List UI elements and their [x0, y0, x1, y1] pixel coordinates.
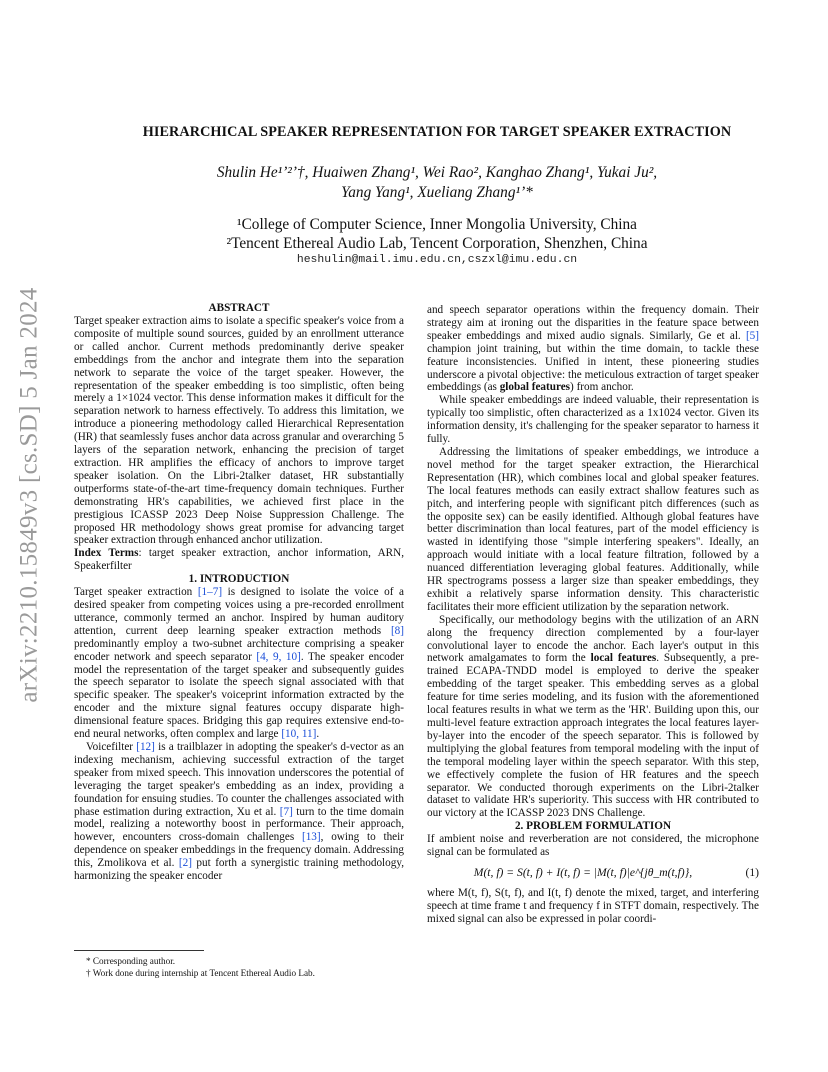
citation-link[interactable]: [10, 11] [281, 728, 317, 741]
abstract-heading: ABSTRACT [208, 302, 270, 314]
affiliation-1: ¹College of Computer Science, Inner Mongolia University, China [237, 216, 637, 233]
affiliations [60, 215, 814, 253]
problem-paragraph-1: If ambient noise and reverberation are not considered, the microphone signal can be formulated as [427, 833, 759, 859]
equation-number: (1) [745, 866, 759, 880]
right-column [427, 304, 759, 926]
footnotes [74, 955, 404, 979]
arxiv-stamp: arXiv:2210.15849v3 [cs.SD] 5 Jan 2024 [16, 287, 44, 703]
index-terms [74, 547, 404, 573]
citation-link[interactable]: [7] [279, 805, 293, 818]
equation-formula: M(t, f) = S(t, f) + I(t, f) = |M(t, f)|e^{jθ_m(t,f)}, [473, 866, 693, 880]
citation-link[interactable]: [1–7] [197, 586, 223, 599]
paper-title: HIERARCHICAL SPEAKER REPRESENTATION FOR TARGET SPEAKER EXTRACTION [142, 124, 732, 140]
problem-heading: 2. PROBLEM FORMULATION [514, 820, 672, 833]
intro-paragraph-6: Specifically, our methodology begins with the utilization of an ARN along the frequency direction complemented by a four-layer convolutional layer to encode the anchor. Each layer's output in this network amalgamates to form the local features. Subsequently, a pre-trained ECAPA-TNDD model is employed to derive the speaker embedding of the target speaker. This embedding serves as a global feature for time series modeling, and its fusion with the aforementioned local features results in what we term as the 'HR'. Building upon this, our multi-level feature extraction approach integrates the local features layer-by-layer into the encoder of the speech separator. This is followed by multiplying the global features from temporal modeling with the input of the temporal modeling layer within the speech separator. With this step, we effectively complete the fusion of HR features and the speech separator. We conducted thorough experiments on the Libri-2talker dataset to validate HR's superiority. This success with HR contributed to our victory at the ICASSP 2023 DNS Challenge. [427, 613, 759, 820]
citation-link[interactable]: [4, 9, 10] [256, 650, 301, 663]
abstract-body: Target speaker extraction aims to isolate a specific speaker's voice from a composite of multiple sound sources, guided by an enrollment utterance or called anchor. Current methods predominantly derive speaker embeddings from the anchor and integrate them into the separation network to separate the voice of the target speaker. However, the representation of the speaker embedding is too simplistic, often being merely a 1×1024 vector. This dense information makes it difficult for the separation network to harness effectively. To address this limitation, we introduce a pioneering methodology called Hierarchical Representation (HR) that seamlessly fuses anchor data across granular and overarching 5 layers of the separation network, enhancing the precision of target extraction. HR amplifies the efficacy of anchors to improve target speaker isolation. On the Libri-2talker dataset, HR substantially outperforms state-of-the-art time-frequency domain techniques. Further demonstrating HR's capabilities, we achieved first place in the prestigious ICASSP 2023 Deep Noise Suppression Challenge. The proposed HR methodology shows great promise for advancing target speaker extraction through enhanced anchor utilization. [74, 315, 404, 547]
intro-paragraph-1: Target speaker extraction [1–7] is designed to isolate the voice of a desired speaker from competing voices using a pre-recorded enrollment utterance, commonly termed an anchor. Inspired by human auditory attention, current deep learning speaker extraction methods [8] predominantly employ a two-subnet architecture comprising a speaker encoder network and speech separator [4, 9, 10]. The speaker encoder model the representation of the target speaker and subsequently guides the speech separator to isolate the speech signal associated with that specific speaker. The speaker's voiceprint information extracted by the encoder and the mixture signal features occupy disparate high-dimensional feature spaces. Bridging this gap requires extensive end-to-end neural networks, often complex and large [10, 11]. [74, 586, 405, 741]
equation-1 [427, 867, 759, 880]
intro-paragraph-3: and speech separator operations within the frequency domain. Their strategy aim at ironing out the disparities in the feature space between speaker embeddings and mixed audio signals. Similarly, Ge et al. [5] champion joint training, but within the time domain, to tackle these feature inconsistencies. Unified in intent, these pioneering studies underscore a pivotal objective: the meticulous extraction of target speaker embeddings (as global features) from anchor. [427, 304, 759, 394]
global-features-term: global features [499, 381, 571, 394]
problem-paragraph-2: where M(t, f), S(t, f), and I(t, f) denote the mixed, target, and interfering speech at time frame t and frequency f in STFT domain, respectively. The mixed signal can also be expressed in polar coordi- [427, 886, 759, 925]
author-line-1: Shulin He¹ʼ²ʼ†, Huaiwen Zhang¹, Wei Rao², Kanghao Zhang¹, Yukai Ju², [216, 164, 658, 181]
intro-heading: 1. INTRODUCTION [188, 573, 290, 586]
contact-email: heshulin@mail.imu.edu.cn,cszxl@imu.edu.cn [296, 254, 578, 266]
author-list [60, 163, 814, 203]
citation-link[interactable]: [13] [301, 831, 321, 844]
footnote-internship: † Work done during internship at Tencent Ethereal Audio Lab. [86, 968, 315, 978]
intro-paragraph-5: Addressing the limitations of speaker embeddings, we introduce a novel method for the target speaker extraction, the Hierarchical Representation (HR), which combines local and global speaker features. The local features methods can easily extract shallow features such as pitch, and interfering people with significant pitch differences (such as the opposite sex) can be easily identified. Although global features have better discrimination than local features, part of the model efficiency is wasted in identifying those "simple interfering speakers". Ideally, an approach would initiate with a local feature filtration, followed by a nuanced differentiation leveraging global features. Additionally, while HR spectrograms possess a larger size than speaker embeddings, they exhibit a relatively sparse information density. This characteristic facilitates their more efficient utilization by the separation network. [427, 445, 759, 613]
index-terms-text: : target speaker extraction, anchor information, ARN, Speakerfilter [74, 547, 404, 573]
affiliation-2: ²Tencent Ethereal Audio Lab, Tencent Corporation, Shenzhen, China [226, 235, 648, 252]
citation-link[interactable]: [5] [745, 329, 759, 342]
local-features-term: local features [590, 652, 657, 665]
intro-paragraph-2: Voicefilter [12] is a trailblazer in adopting the speaker's d-vector as an indexing mechanism, achieving successful extraction of the target speaker from mixed speech. This innovation underscores the potential of leveraging the target speaker's embedding as an index, providing a foundation for ensuing studies. To counter the challenges associated with phase estimation during extraction, Xu et al. [7] turn to the time domain model, realizing a noteworthy boost in performance. Their approach, however, encounters cross-domain challenges [13], owing to their dependence on speaker embeddings in the frequency domain. Addressing this, Zmolikova et al. [2] put forth a synergistic training methodology, harmonizing the speaker encoder [74, 741, 404, 883]
intro-paragraph-4: While speaker embeddings are indeed valuable, their representation is typically too simplistic, often characterized as a 1x1024 vector. Given its information density, it's challenging for the speaker separator to harness it fully. [427, 394, 759, 446]
author-line-2: Yang Yang¹, Xueliang Zhang¹ʼ* [341, 184, 533, 201]
citation-link[interactable]: [8] [390, 624, 404, 637]
footnote-rule [74, 950, 204, 951]
citation-link[interactable]: [12] [136, 741, 155, 753]
index-terms-label: Index Terms [74, 547, 139, 560]
footnote-corresponding: * Corresponding author. [86, 956, 176, 966]
citation-link[interactable]: [2] [178, 857, 192, 870]
left-column [74, 302, 404, 883]
